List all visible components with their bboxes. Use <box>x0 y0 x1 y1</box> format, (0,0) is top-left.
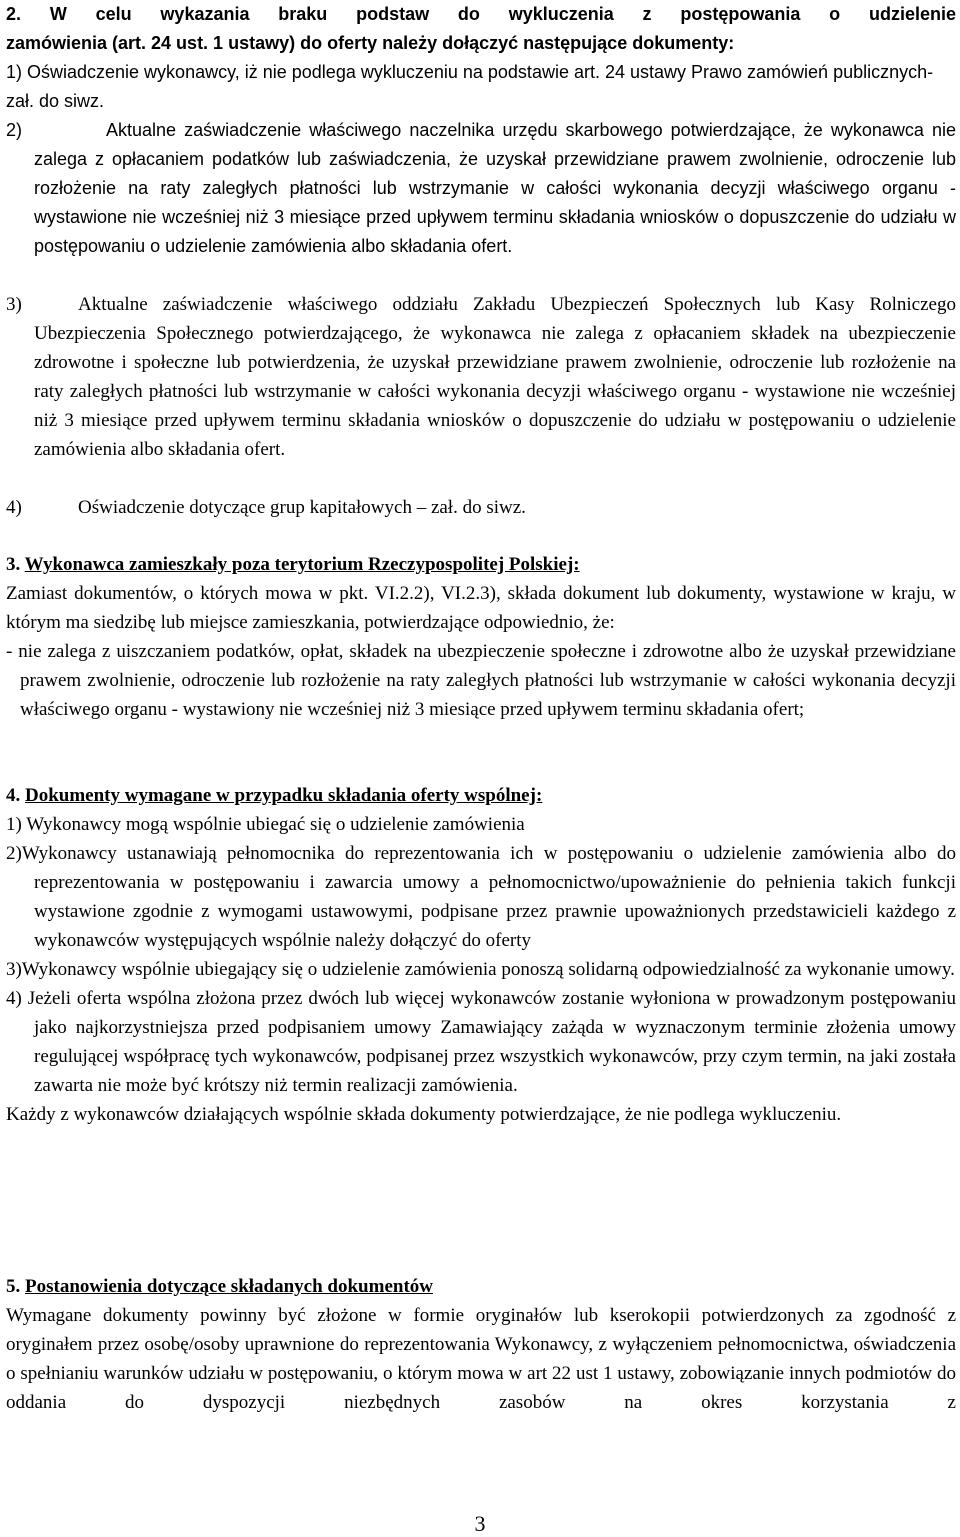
section-2-item-3 <box>6 290 956 464</box>
section-4-item-3: 3)Wykonawcy wspólnie ubiegający się o udzielenie zamówienia ponoszą solidarną odpowiedzialność za wykonanie umowy. <box>6 959 955 980</box>
section-4-closing: Każdy z wykonawców działających wspólnie składa dokumenty potwierdzające, że nie podlega wykluczeniu. <box>6 1104 842 1125</box>
section-2-item-1-text: 1) Oświadczenie wykonawcy, iż nie podlega wykluczeniu na podstawie art. 24 ustawy Prawo zamówień publicznych- zał. do siwz. <box>6 62 934 111</box>
section-5-heading-number: 5. <box>6 1276 25 1297</box>
section-4-heading <box>6 781 956 810</box>
section-2-item-4-number: 4) <box>6 497 22 518</box>
section-4-item-4: 4) Jeżeli oferta wspólna złożona przez dwóch lub więcej wykonawców zostanie wyłoniona w prowadzonym postępowaniu jako najkorzystniejsza przed podpisaniem umowy Zamawiający zażąda w wyznaczonym terminie złożenia umowy regulującej współpracę tych wykonawców, podpisanej przez wszystkich wykonawców, przy czym termin, na jaki została zawarta nie może być krótszy niż termin realizacji zamówienia. <box>6 988 956 1096</box>
section-2-item-4-text: Oświadczenie dotyczące grup kapitałowych – zał. do siwz. <box>78 497 526 518</box>
section-2-item-1 <box>6 58 956 116</box>
section-2-heading-line1: 2. W celu wykazania braku podstaw do wykluczenia z postępowania o udzielenie <box>6 4 956 24</box>
section-2-item-4 <box>6 493 956 522</box>
section-2-heading <box>6 0 956 58</box>
section-4-heading-number: 4. <box>6 785 25 806</box>
section-4-heading-text: Dokumenty wymagane w przypadku składania oferty wspólnej: <box>25 785 543 806</box>
section-4-item-1: 1) Wykonawcy mogą wspólnie ubiegać się o udzielenie zamówienia <box>6 814 525 835</box>
page-number: 3 <box>474 1511 486 1536</box>
section-4-item-2: 2)Wykonawcy ustanawiają pełnomocnika do reprezentowania ich w postępowaniu o udzielenie zamówienia albo do reprezentowania w postępowaniu i zawarcia umowy a pełnomocnictwo/upoważnienie do pełnienia takich funkcji wystawione zgodnie z wymogami ustawowymi, podpisane przez prawnie upoważnionych przedstawicieli każdego z wykonawców występujących wspólnie należy dołączyć do oferty <box>6 843 956 951</box>
section-3-heading-number: 3. <box>6 554 25 575</box>
section-2-item-2-text: Aktualne zaświadczenie właściwego naczelnika urzędu skarbowego potwierdzające, że wykonawca nie zalega z opłacaniem podatków lub zaświadczenia, że uzyskał przewidziane prawem zwolnienie, odroczenie lub rozłożenie na raty zaległych płatności lub wstrzymanie w całości wykonania decyzji właściwego organu - wystawione nie wcześniej niż 3 miesiące przed upływem terminu składania wniosków o dopuszczenie do udziału w postępowaniu o udzielenie zamówienia albo składania ofert. <box>34 120 956 256</box>
section-2-item-3-text: Aktualne zaświadczenie właściwego oddziału Zakładu Ubezpieczeń Społecznych lub Kasy Rolniczego Ubezpieczenia Społecznego potwierdzającego, że wykonawca nie zalega z opłacaniem składek na ubezpieczenie zdrowotne i społeczne lub potwierdzenia, że uzyskał przewidziane prawem zwolnienie, odroczenie lub rozłożenie na raty zaległych płatności lub wstrzymanie w całości wykonania decyzji właściwego organu - wystawione nie wcześniej niż 3 miesiące przed upływem terminu składania wniosków o dopuszczenie do udziału w postępowaniu o udzielenie zamówienia albo składania ofert. <box>34 294 956 460</box>
section-2-item-2 <box>6 116 956 261</box>
section-2-heading-line2: zamówienia (art. 24 ust. 1 ustawy) do oferty należy dołączyć następujące dokumenty: <box>6 33 735 53</box>
section-3-heading <box>6 550 956 579</box>
section-3-dash-item: - nie zalega z uiszczaniem podatków, opłat, składek na ubezpieczenie społeczne i zdrowotne albo że uzyskał przewidziane prawem zwolnienie, odroczenie lub rozłożenie na raty zaległych płatności lub wstrzymanie w całości wykonania decyzji właściwego organu - wystawiony nie wcześniej niż 3 miesiące przed upływem terminu składania ofert; <box>6 641 956 720</box>
section-3-heading-text: Wykonawca zamieszkały poza terytorium Rzeczypospolitej Polskiej: <box>24 554 580 575</box>
section-2-item-2-number: 2) <box>6 120 23 140</box>
section-5-heading-text: Postanowienia dotyczące składanych dokumentów <box>25 1276 433 1297</box>
section-5-heading <box>6 1272 956 1301</box>
section-5-paragraph: Wymagane dokumenty powinny być złożone w formie oryginałów lub kserokopii potwierdzonych za zgodność z oryginałem przez osobę/osoby uprawnione do reprezentowania Wykonawcy, z wyłączeniem pełnomocnictwa, oświadczenia o spełnianiu warunków udziału w postępowaniu, o którym mowa w art 22 ust 1 ustawy, zobowiązanie innych podmiotów do oddania do dyspozycji niezbędnych zasobów na okres korzystania z <box>6 1305 956 1413</box>
section-3 <box>6 550 956 724</box>
section-5 <box>6 1272 956 1417</box>
section-2-item-3-number: 3) <box>6 294 22 315</box>
section-4 <box>6 781 956 1129</box>
section-3-paragraph: Zamiast dokumentów, o których mowa w pkt. VI.2.2), VI.2.3), składa dokument lub dokumenty, wystawione w kraju, w którym ma siedzibę lub miejsce zamieszkania, potwierdzające odpowiednio, że: <box>6 583 956 633</box>
